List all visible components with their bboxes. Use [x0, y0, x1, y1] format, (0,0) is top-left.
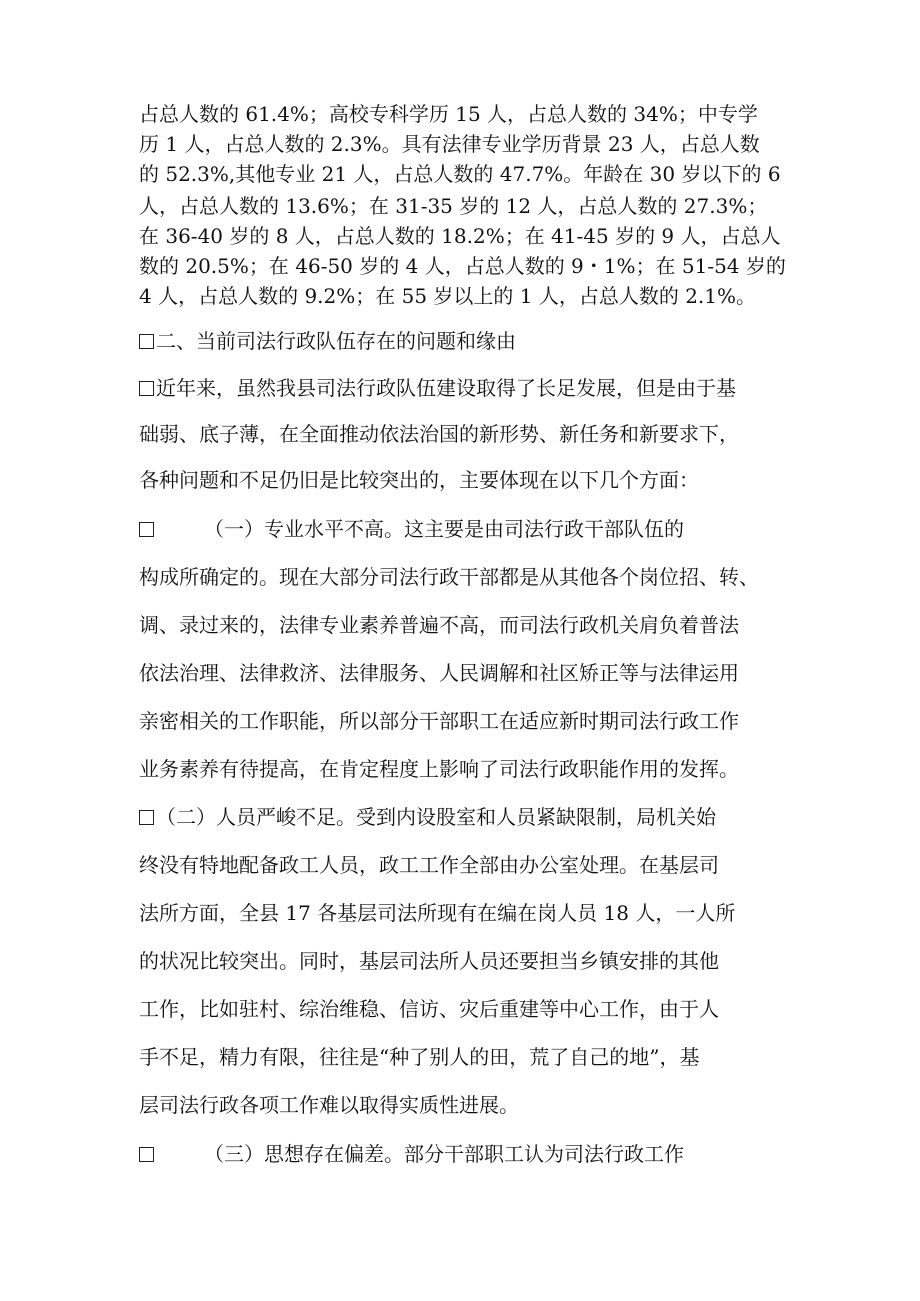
text-line: 历 1 人，占总人数的 2.3%。具有法律专业学历背景 23 人，占总人数 [139, 132, 760, 156]
text-line: 各种问题和不足仍旧是比较突出的，主要体现在以下几个方面： [139, 468, 699, 492]
text-line: 础弱、底子薄，在全面推动依法治国的新形势、新任务和新要求下， [139, 422, 739, 446]
paragraph-start [139, 375, 736, 401]
text-line: 业务素养有待提高，在肯定程度上影响了司法行政职能作用的发挥。 [139, 757, 739, 781]
text-line: 4 人，占总人数的 9.2%；在 55 岁以上的 1 人，占总人数的 2.1%。 [139, 284, 757, 308]
text-line: （一）专业水平不高。这主要是由司法行政干部队伍的 [204, 517, 684, 541]
text-line: （二）人员严峻不足。受到内设股室和人员紧缺限制，局机关始 [156, 805, 716, 829]
text-line: 工作，比如驻村、综治维稳、信访、灾后重建等中心工作，由于人 [139, 997, 719, 1021]
text-line: 近年来，虽然我县司法行政队伍建设取得了长足发展，但是由于基 [156, 376, 736, 400]
text-line: 依法治理、法律救济、法律服务、人民调解和社区矫正等与法律运用 [139, 661, 739, 685]
text-line: 的 52.3%,其他专业 21 人，占总人数的 47.7%。年龄在 30 岁以下的 6 [139, 162, 781, 186]
text-line: 终没有特地配备政工人员，政工工作全部由办公室处理。在基层司 [139, 853, 719, 877]
text-line: 亲密相关的工作职能，所以部分干部职工在适应新时期司法行政工作 [139, 709, 739, 733]
text-line: 数的 20.5%；在 46-50 岁的 4 人，占总人数的 9・1%；在 51-54 岁的 [139, 254, 786, 278]
heading-text: 二、当前司法行政队伍存在的问题和缘由 [156, 329, 516, 353]
checkbox-glyph-icon [139, 381, 154, 396]
text-line: 法所方面，全县 17 各基层司法所现有在编在岗人员 18 人，一人所 [139, 901, 736, 925]
checkbox-glyph-icon [139, 334, 154, 349]
text-line: 的状况比较突出。同时，基层司法所人员还要担当乡镇安排的其他 [139, 949, 719, 973]
checkbox-glyph-icon [139, 810, 154, 825]
checkbox-glyph-icon [139, 522, 154, 537]
checkbox-glyph-icon [139, 1147, 154, 1162]
text-line: 构成所确定的。现在大部分司法行政干部都是从其他各个岗位招、转、 [139, 565, 759, 589]
text-line: 占总人数的 61.4%；高校专科学历 15 人，占总人数的 34%；中专学 [139, 102, 758, 126]
paragraph-start [139, 804, 716, 830]
text-line: 人，占总人数的 13.6%；在 31-35 岁的 12 人，占总人数的 27.3%； [139, 194, 768, 218]
paragraph-start [139, 1141, 684, 1167]
text-line: 调、录过来的，法律专业素养普遍不高，而司法行政机关肩负着普法 [139, 613, 739, 637]
paragraph-start [139, 516, 684, 542]
text-line: 手不足，精力有限，往往是“种了别人的田，荒了自己的地”，基 [139, 1045, 700, 1069]
section-heading [139, 328, 516, 354]
text-line: 层司法行政各项工作难以取得实质性进展。 [139, 1093, 519, 1117]
text-line: （三）思想存在偏差。部分干部职工认为司法行政工作 [204, 1142, 684, 1166]
text-line: 在 36-40 岁的 8 人，占总人数的 18.2%；在 41-45 岁的 9 人，占总人 [139, 224, 781, 248]
